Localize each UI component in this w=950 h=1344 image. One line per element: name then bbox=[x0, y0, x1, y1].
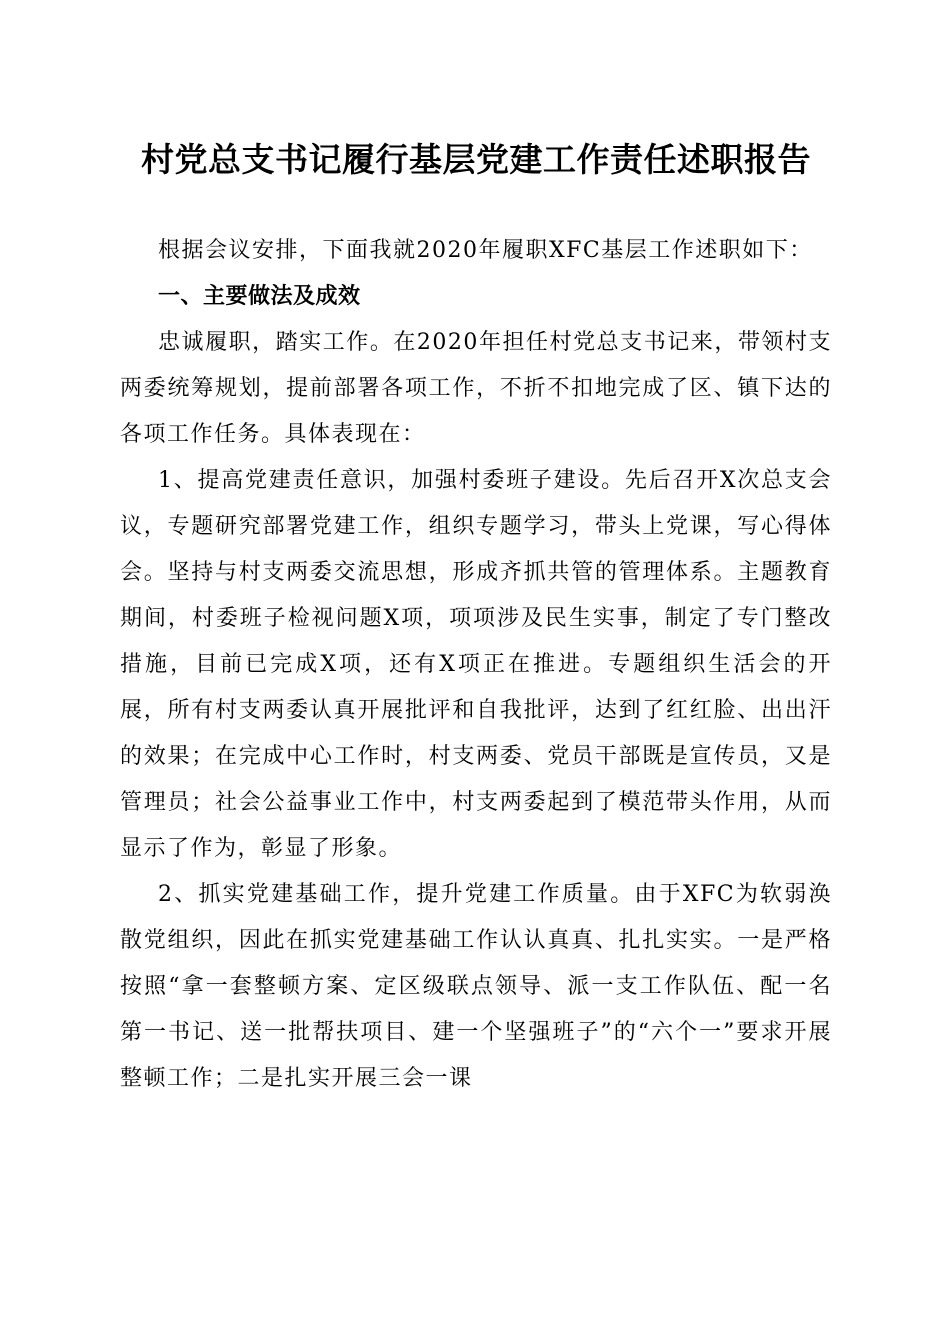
paragraph-1: 忠诚履职，踏实工作。在2020年担任村党总支书记来，带领村支两委统筹规划，提前部署各项工作，不折不扣地完成了区、镇下达的各项工作任务。具体表现在： bbox=[120, 330, 832, 447]
intro-paragraph: 根据会议安排，下面我就2020年履职XFC基层工作述职如下： bbox=[158, 238, 813, 263]
document-body bbox=[120, 228, 832, 1102]
paragraph-3: 2、抓实党建基础工作，提升党建工作质量。由于XFC为软弱涣散党组织，因此在抓实党建基础工作认认真真、扎扎实实。一是严格按照“拿一套整顿方案、定区级联点领导、派一支工作队伍、配一名第一书记、送一批帮扶项目、建一个坚强班子”的“六个一”要求开展整顿工作；二是扎实开展三会一课 bbox=[120, 882, 832, 1091]
section-heading: 一、主要做法及成效 bbox=[158, 284, 361, 309]
document-title: 村党总支书记履行基层党建工作责任述职报告 bbox=[141, 140, 811, 179]
paragraph-2: 1、提高党建责任意识，加强村委班子建设。先后召开X次总支会议，专题研究部署党建工作，组织专题学习，带头上党课，写心得体会。坚持与村支两委交流思想，形成齐抓共管的管理体系。主题教育期间，村委班子检视问题X项，项项涉及民生实事，制定了专门整改措施，目前已完成X项，还有X项正在推进。专题组织生活会的开展，所有村支两委认真开展批评和自我批评，达到了红红脸、出出汗的效果；在完成中心工作时，村支两委、党员干部既是宣传员，又是管理员；社会公益事业工作中，村支两委起到了模范带头作用，从而显示了作为，彰显了形象。 bbox=[120, 468, 832, 861]
